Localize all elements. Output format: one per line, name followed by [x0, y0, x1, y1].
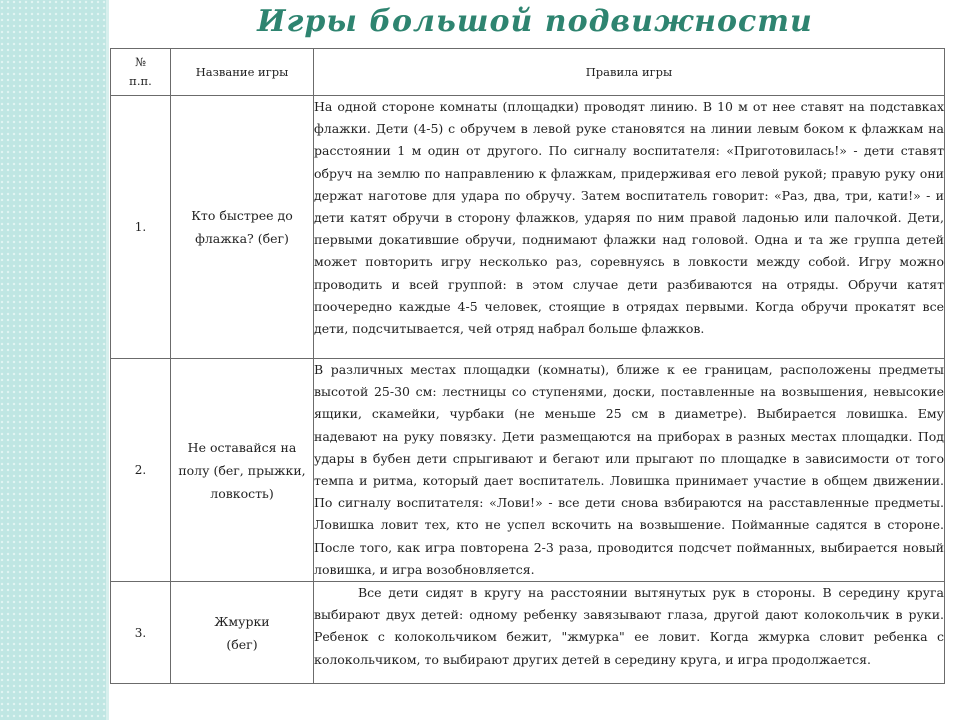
page-title: Игры большой подвижности [257, 4, 813, 39]
header-game-name-text: Название игры [195, 64, 289, 79]
game-rules [314, 359, 945, 582]
game-name: Кто быстрее до флажка? (бег) [171, 96, 314, 359]
header-number [111, 49, 171, 96]
table-row [111, 96, 945, 359]
header-number-text: № п.п. [129, 55, 152, 88]
game-name: Жмурки (бег) [171, 582, 314, 684]
header-game-rules-text: Правила игры [585, 64, 673, 79]
game-rules-text: На одной стороне комнаты (площадки) проводят линию. В 10 м от нее ставят на подставках флажки. Дети (4-5) с обручем в левой руке становятся на линии левым боком к флажкам на расстоянии 1 м один от другого. По сигналу воспитателя: «Приготовилась!» - дети ставят обруч на землю по направлению к флажкам, придерживая его левой рукой; правую руку они держат наготове для удара по обручу. Затем воспитатель говорит: «Раз, два, три, кати!» - и дети катят обручи в сторону флажков, ударяя по ним правой ладонью или палочкой. Дети, первыми докатившие обручи, поднимают флажки над головой. Одна и та же группа детей может повторить игру несколько раз, соревнуясь в ловкости между собой. Игру можно проводить и всей группой: в этом случае дети разбиваются на отряды. Обручи катят поочередно каждые 4-5 человек, стоящие в отрядах первыми. Когда обручи прокатят все дети, подсчитывается, чей отряд набрал больше флажков. [314, 99, 944, 337]
decorative-side-strip [0, 0, 106, 720]
table-header-row [111, 49, 945, 96]
row-number: 1. [111, 96, 171, 359]
game-rules [314, 96, 945, 359]
game-rules [314, 582, 945, 684]
game-name: Не оставайся на полу (бег, прыжки, ловкость) [171, 359, 314, 582]
table-row [111, 359, 945, 582]
game-rules-text: В различных местах площадки (комнаты), ближе к ее границам, расположены предметы высотой 25-30 см: лестницы со ступенями, доски, поставленные на возвышения, невысокие ящики, скамейки, чурбаки (не меньше 25 см в диаметре). Выбирается ловишка. Ему надевают на руку повязку. Дети размещаются на приборах в разных местах площадки. Под удары в бубен дети спрыгивают и бегают или прыгают по площадке в зависимости от того темпа и ритма, который дает воспитатель. Ловишка принимает участие в общем движении. По сигналу воспитателя: «Лови!» - все дети снова взбираются на расставленные предметы. Ловишка ловит тех, кто не успел вскочить на возвышение. Пойманные садятся в стороне. После того, как игра повторена 2-3 раза, проводится подсчет пойманных, выбирается новый ловишка, и игра возобновляется. [314, 362, 944, 577]
header-game-rules [314, 49, 945, 96]
side-strip-edge [106, 0, 109, 720]
game-rules-text: Все дети сидят в кругу на расстоянии вытянутых рук в стороны. В середину круга выбирают двух детей: одному ребенку завязывают глаза, другой дают колокольчик в руки. Ребенок с колокольчиком бежит, "жмурка" ее ловит. Когда жмурка словит ребенка с колокольчиком, то выбирают других детей в середину круга, и игра продолжается. [314, 585, 944, 667]
row-number: 2. [111, 359, 171, 582]
row-number: 3. [111, 582, 171, 684]
table-row [111, 582, 945, 684]
games-table [110, 48, 945, 684]
header-game-name [171, 49, 314, 96]
